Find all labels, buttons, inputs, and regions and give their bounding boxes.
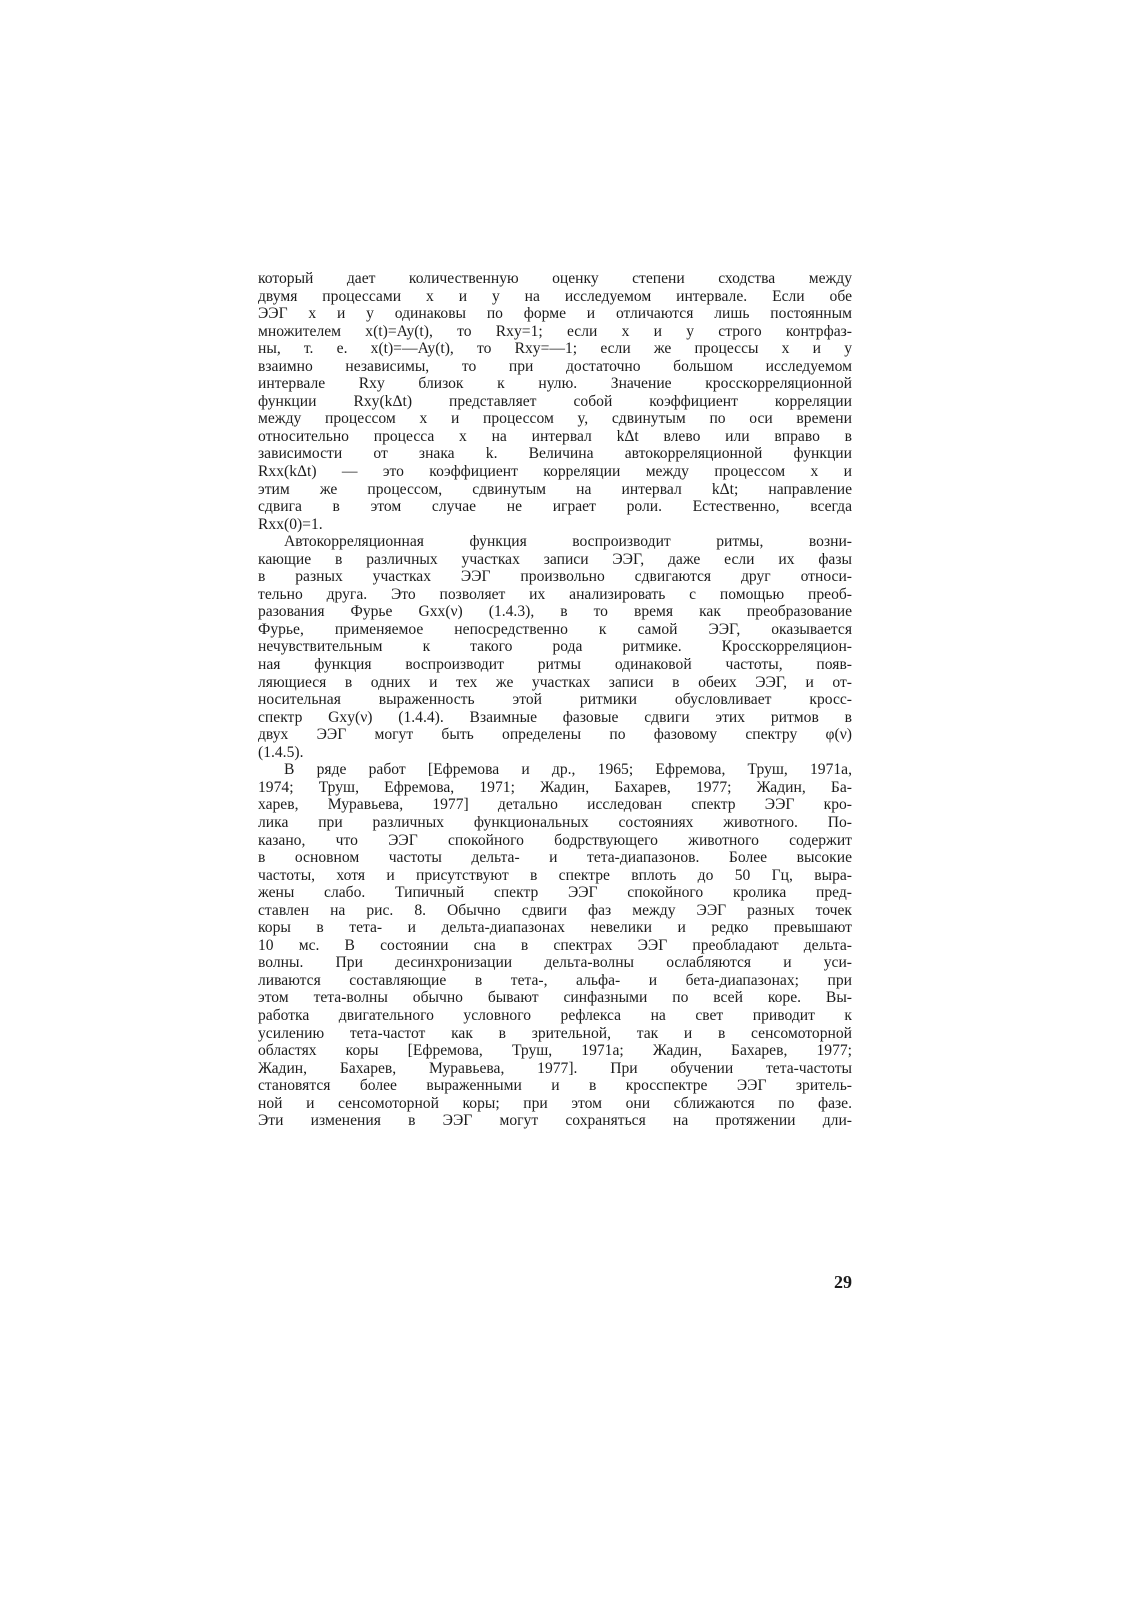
paragraph-1 (258, 270, 852, 533)
text-line: нечувствительным к такого рода ритмике. Кросскорреляцион- (258, 638, 852, 656)
text-line: Эти изменения в ЭЭГ могут сохраняться на протяжении дли- (258, 1112, 852, 1130)
text-line: ны, т. е. x(t)=—Ay(t), то Rxy=—1; если же процессы x и y (258, 340, 852, 358)
text-line: волны. При десинхронизации дельта-волны ослабляются и уси- (258, 954, 852, 972)
text-line: относительно процесса x на интервал kΔt влево или вправо в (258, 427, 852, 445)
text-line: который дает количественную оценку степени сходства между (258, 270, 852, 287)
text-line: харев, Муравьева, 1977] детально исследован спектр ЭЭГ кро- (258, 796, 852, 814)
text-line: в основном частоты дельта- и тета-диапазонов. Более высокие (258, 849, 852, 867)
text-line: этом тета-волны обычно бывают синфазными по всей коре. Вы- (258, 989, 852, 1007)
text-line: интервале Rxy близок к нулю. Значение кросскорреляционной (258, 375, 852, 393)
text-line: ставлен на рис. 8. Обычно сдвиги фаз между ЭЭГ разных точек (258, 901, 852, 919)
text-line: Rxx(0)=1. (258, 515, 323, 533)
text-line: зависимости от знака k. Величина автокорреляционной функции (258, 445, 852, 463)
text-line: В ряде работ [Ефремова и др., 1965; Ефремова, Труш, 1971а, (284, 761, 852, 779)
text-line: ЭЭГ x и y одинаковы по форме и отличаются лишь постоянным (258, 305, 852, 323)
text-line: двумя процессами x и y на исследуемом интервале. Если обе (258, 287, 852, 305)
text-line: спектр Gxy(ν) (1.4.4). Взаимные фазовые сдвиги этих ритмов в (258, 708, 852, 726)
text-line: кающие в различных участках записи ЭЭГ, даже если их фазы (258, 550, 852, 568)
text-line: Фурье, применяемое непосредственно к самой ЭЭГ, оказывается (258, 620, 852, 638)
text-line: взаимно независимы, то при достаточно большом исследуемом (258, 357, 852, 375)
text-line: частоты, хотя и присутствуют в спектре вплоть до 50 Гц, выра- (258, 866, 852, 884)
text-line: Rxx(kΔt) — это коэффициент корреляции между процессом x и (258, 463, 852, 481)
text-line: в разных участках ЭЭГ произвольно сдвигаются друг относи- (258, 568, 852, 586)
text-line: коры в тета- и дельта-диапазонах невелики и редко превышают (258, 919, 852, 937)
text-line: казано, что ЭЭГ спокойного бодрствующего животного содержит (258, 831, 852, 849)
text-line: ливаются составляющие в тета-, альфа- и бета-диапазонах; при (258, 971, 852, 989)
text-line: 10 мс. В состоянии сна в спектрах ЭЭГ преобладают дельта- (258, 936, 852, 954)
text-line: ляющиеся в одних и тех же участках записи в обеих ЭЭГ, и от- (258, 673, 852, 691)
text-line: этим же процессом, сдвинутым на интервал kΔt; направление (258, 480, 852, 498)
text-line: носительная выраженность этой ритмики обусловливает кросс- (258, 691, 852, 709)
text-line: жены слабо. Типичный спектр ЭЭГ спокойного кролика пред- (258, 884, 852, 902)
text-line: усилению тета-частот как в зрительной, так и в сенсомоторной (258, 1024, 852, 1042)
paragraph-3 (258, 761, 852, 1129)
text-line: множителем x(t)=Ay(t), то Rxy=1; если x и y строго контрфаз- (258, 322, 852, 340)
text-line: лика при различных функциональных состояниях животного. По- (258, 813, 852, 831)
text-line: ная функция воспроизводит ритмы одинаковой частоты, появ- (258, 656, 852, 674)
text-line: между процессом x и процессом y, сдвинутым по оси времени (258, 410, 852, 428)
text-line: разования Фурье Gxx(ν) (1.4.3), в то время как преобразование (258, 603, 852, 621)
text-line: сдвига в этом случае не играет роли. Естественно, всегда (258, 498, 852, 516)
page-number: 29 (834, 1272, 852, 1292)
body-text (258, 270, 852, 1130)
text-line: областях коры [Ефремова, Труш, 1971а; Жадин, Бахарев, 1977; (258, 1042, 852, 1060)
text-line: работка двигательного условного рефлекса на свет приводит к (258, 1006, 852, 1024)
text-line: тельно друга. Это позволяет их анализировать с помощью преоб- (258, 585, 852, 603)
text-line: Жадин, Бахарев, Муравьева, 1977]. При обучении тета-частоты (258, 1059, 852, 1077)
paragraph-2 (258, 533, 852, 761)
text-line: становятся более выраженными и в кросспектре ЭЭГ зритель- (258, 1077, 852, 1095)
text-line: 1974; Труш, Ефремова, 1971; Жадин, Бахарев, 1977; Жадин, Ба- (258, 778, 852, 796)
text-line: Автокорреляционная функция воспроизводит ритмы, возни- (284, 533, 852, 551)
text-line: функции Rxy(kΔt) представляет собой коэффициент корреляции (258, 392, 852, 410)
text-line: (1.4.5). (258, 743, 304, 761)
text-line: ной и сенсомоторной коры; при этом они сближаются по фазе. (258, 1094, 852, 1112)
text-line: двух ЭЭГ могут быть определены по фазовому спектру φ(ν) (258, 726, 852, 744)
